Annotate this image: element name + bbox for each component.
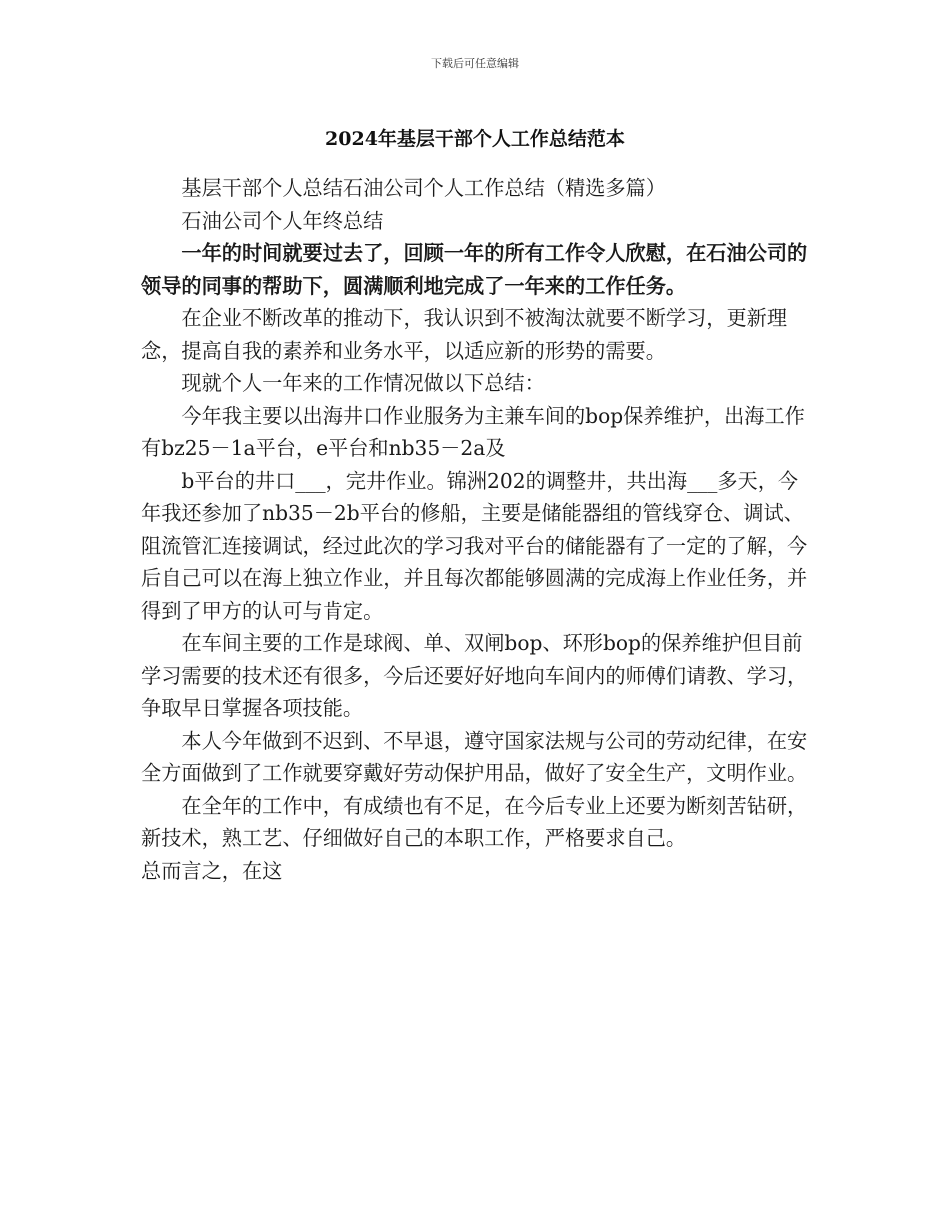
paragraph-summary-lead: 现就个人一年来的工作情况做以下总结： — [181, 371, 545, 395]
paragraph-platform-work: b平台的井口___，完井作业。锦洲202的调整井，共出海___多天，今年我还参加了nb35－2b平台的修船，主要是储能器组的管线穿仓、调试、阻流管汇连接调试，经过此次的学习我对平台的储能器有了一定的了解，今后自己可以在海上独立作业，并且每次都能够圆满的完成海上作业任务，并得到了甲方的认可与肯定。 — [141, 468, 808, 623]
paragraph-discipline: 本人今年做到不迟到、不早退，遵守国家法规与公司的劳动纪律，在安全方面做到了工作就要穿戴好劳动保护用品，做好了安全生产，文明作业。 — [141, 728, 808, 785]
paragraph-subtitle: 基层干部个人总结石油公司个人工作总结（精选多篇） — [181, 176, 666, 200]
paragraph-intro: 一年的时间就要过去了，回顾一年的所有工作令人欣慰，在石油公司的领导的同事的帮助下，圆满顺利地完成了一年来的工作任务。 — [141, 241, 808, 298]
paragraph-improvement: 在全年的工作中，有成绩也有不足，在今后专业上还要为断刻苦钻研，新技术，熟工艺、仔细做好自己的本职工作，严格要求自己。 — [141, 793, 808, 850]
paragraph-offshore-work: 今年我主要以出海井口作业服务为主兼车间的bop保养维护，出海工作有bz25－1a平台，e平台和nb35－2a及 — [141, 403, 805, 460]
paragraph-conclusion: 总而言之，在这 — [141, 858, 283, 883]
paragraph-workshop: 在车间主要的工作是球阀、单、双闸bop、环形bop的保养维护但目前学习需要的技术还有很多，今后还要好好地向车间内的师傅们请教、学习，争取早日掌握各项技能。 — [141, 631, 808, 720]
paragraph-learning: 在企业不断改革的推动下，我认识到不被淘汰就要不断学习，更新理念，提高自我的素养和业务水平，以适应新的形势的需要。 — [141, 306, 788, 363]
document-title: 2024年基层干部个人工作总结范本 — [325, 128, 625, 150]
page-header-note: 下载后可任意编辑 — [431, 57, 519, 70]
paragraph-section-heading: 石油公司个人年终总结 — [181, 208, 384, 233]
document-body — [141, 172, 813, 887]
